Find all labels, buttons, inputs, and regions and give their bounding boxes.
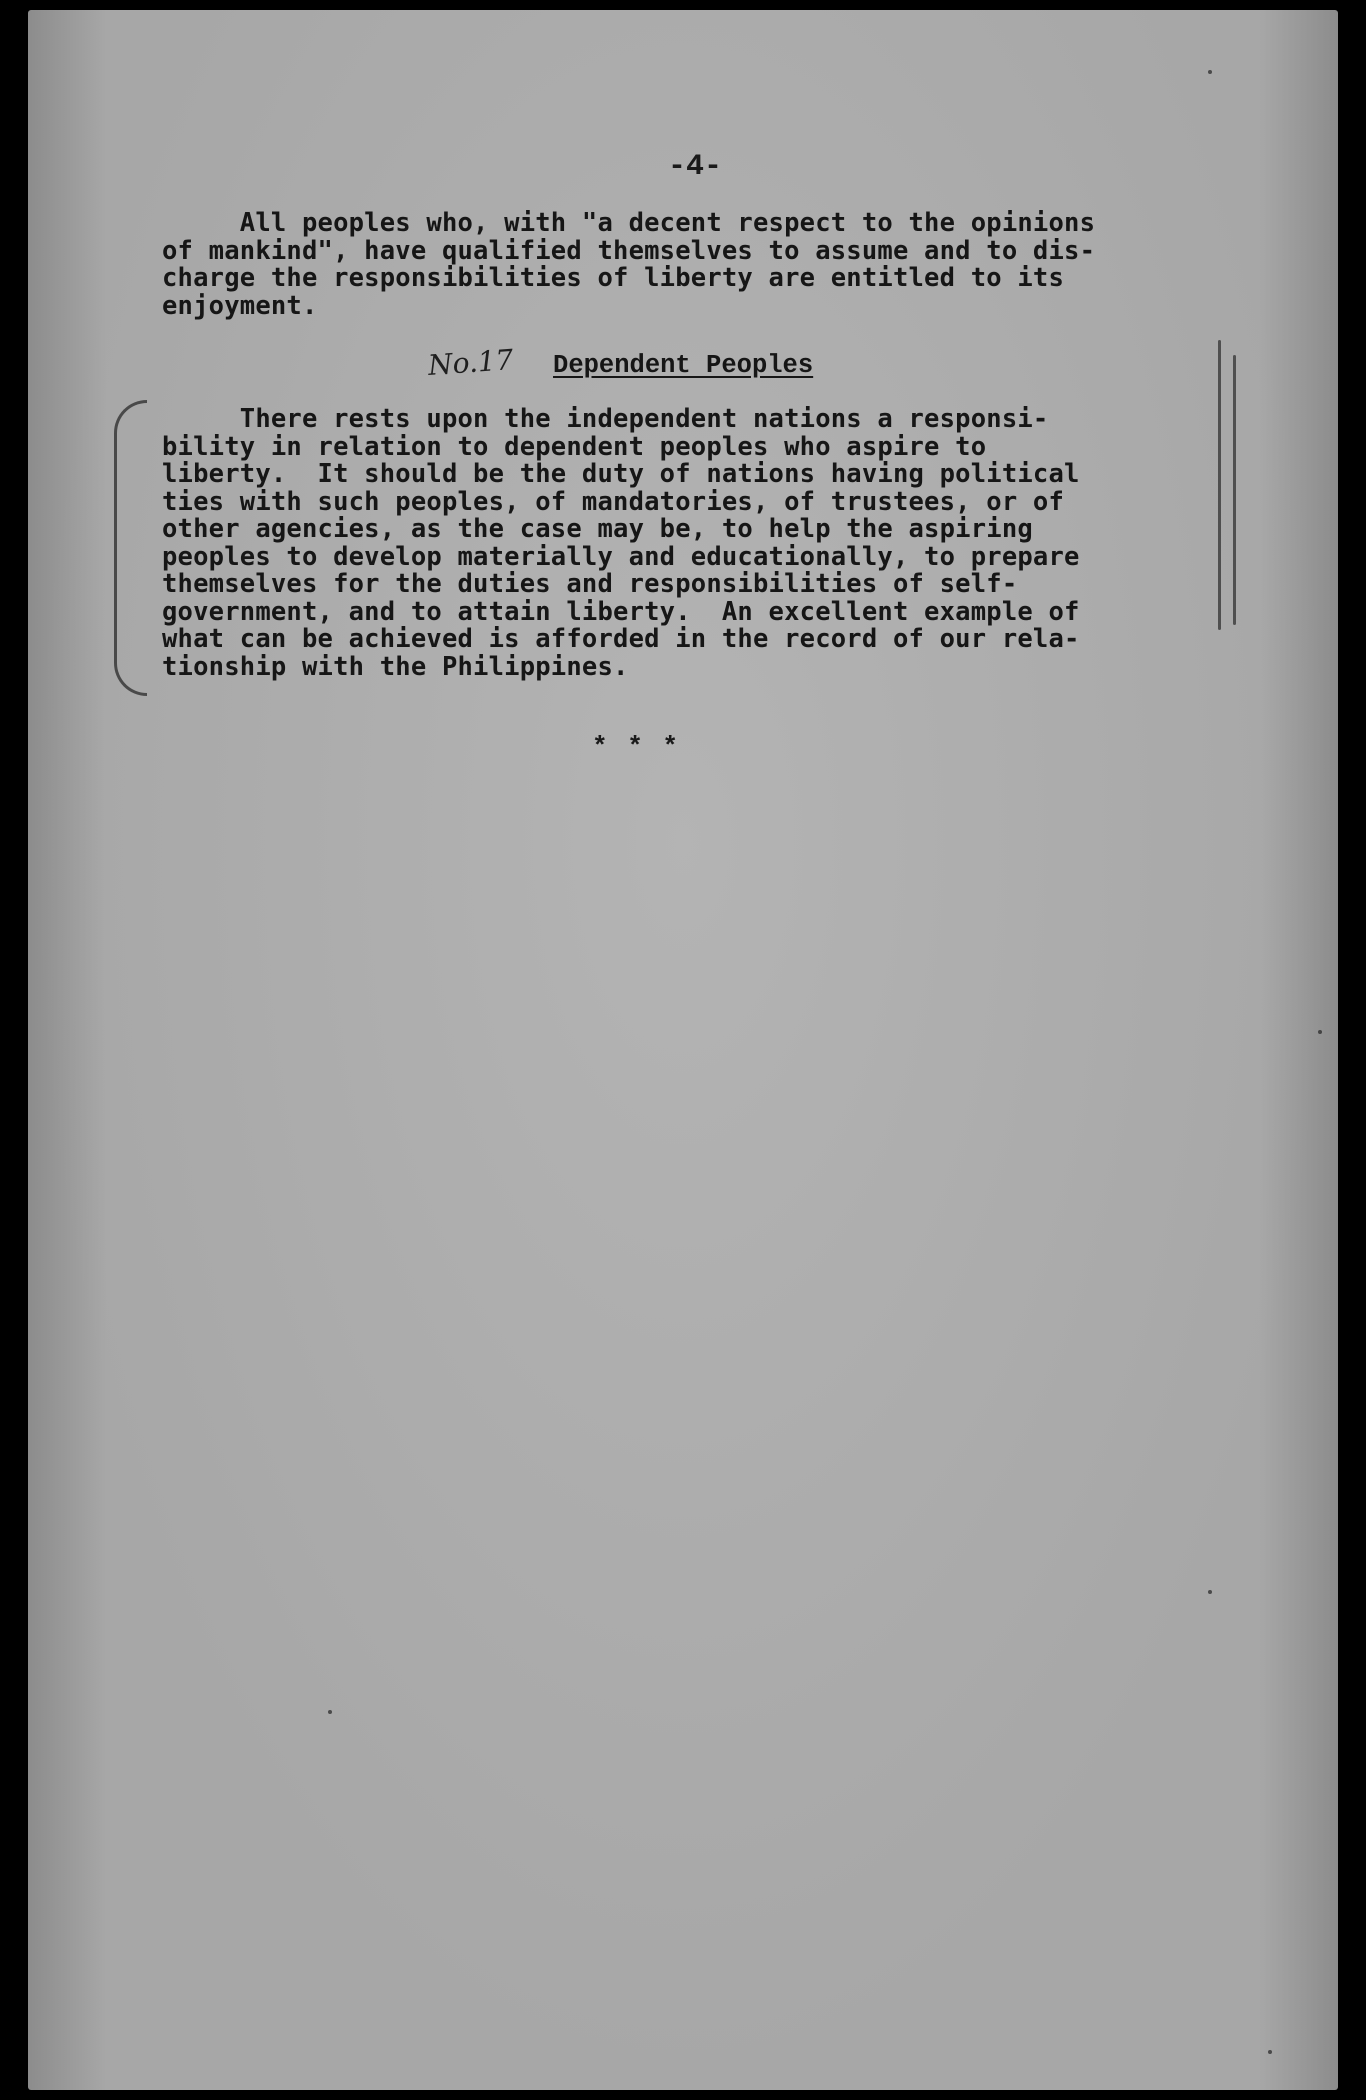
paper-speck [1318,1030,1322,1034]
document-page [28,10,1338,2090]
margin-line-mark [1233,355,1236,625]
paper-speck [328,1710,332,1714]
margin-bracket-mark [114,400,147,696]
paper-speck [1208,1590,1212,1594]
section-separator: * * * [592,732,681,762]
section-heading: Dependent Peoples [553,351,814,380]
margin-line-mark [1218,340,1221,630]
paragraph-liberty-entitlement: All peoples who, with "a decent respect to the opinions of mankind", have qualified themselves to assume and to dis- charge the responsibilities of liberty are entitled to its enjoyment. [162,208,1096,321]
paper-speck [1208,70,1212,74]
page-number: -4- [668,150,723,184]
section-heading-row [426,343,814,382]
paragraph-dependent-peoples: There rests upon the independent nations a responsi- bility in relation to dependent peoples who aspire to liberty. It should be the duty of nations having political ties with such peoples, of mandatories, of trustees, or of other agencies, as the case may be, to help the aspiring peoples to develop materially and educationally, to prepare themselves for the duties and responsibilities of self- government, and to attain liberty. An excellent example of what can be achieved is afforded in the record of our rela- tionship with the Philippines. [162,404,1080,682]
paper-speck [1268,2050,1272,2054]
handwritten-section-number: No.17 [426,343,515,382]
